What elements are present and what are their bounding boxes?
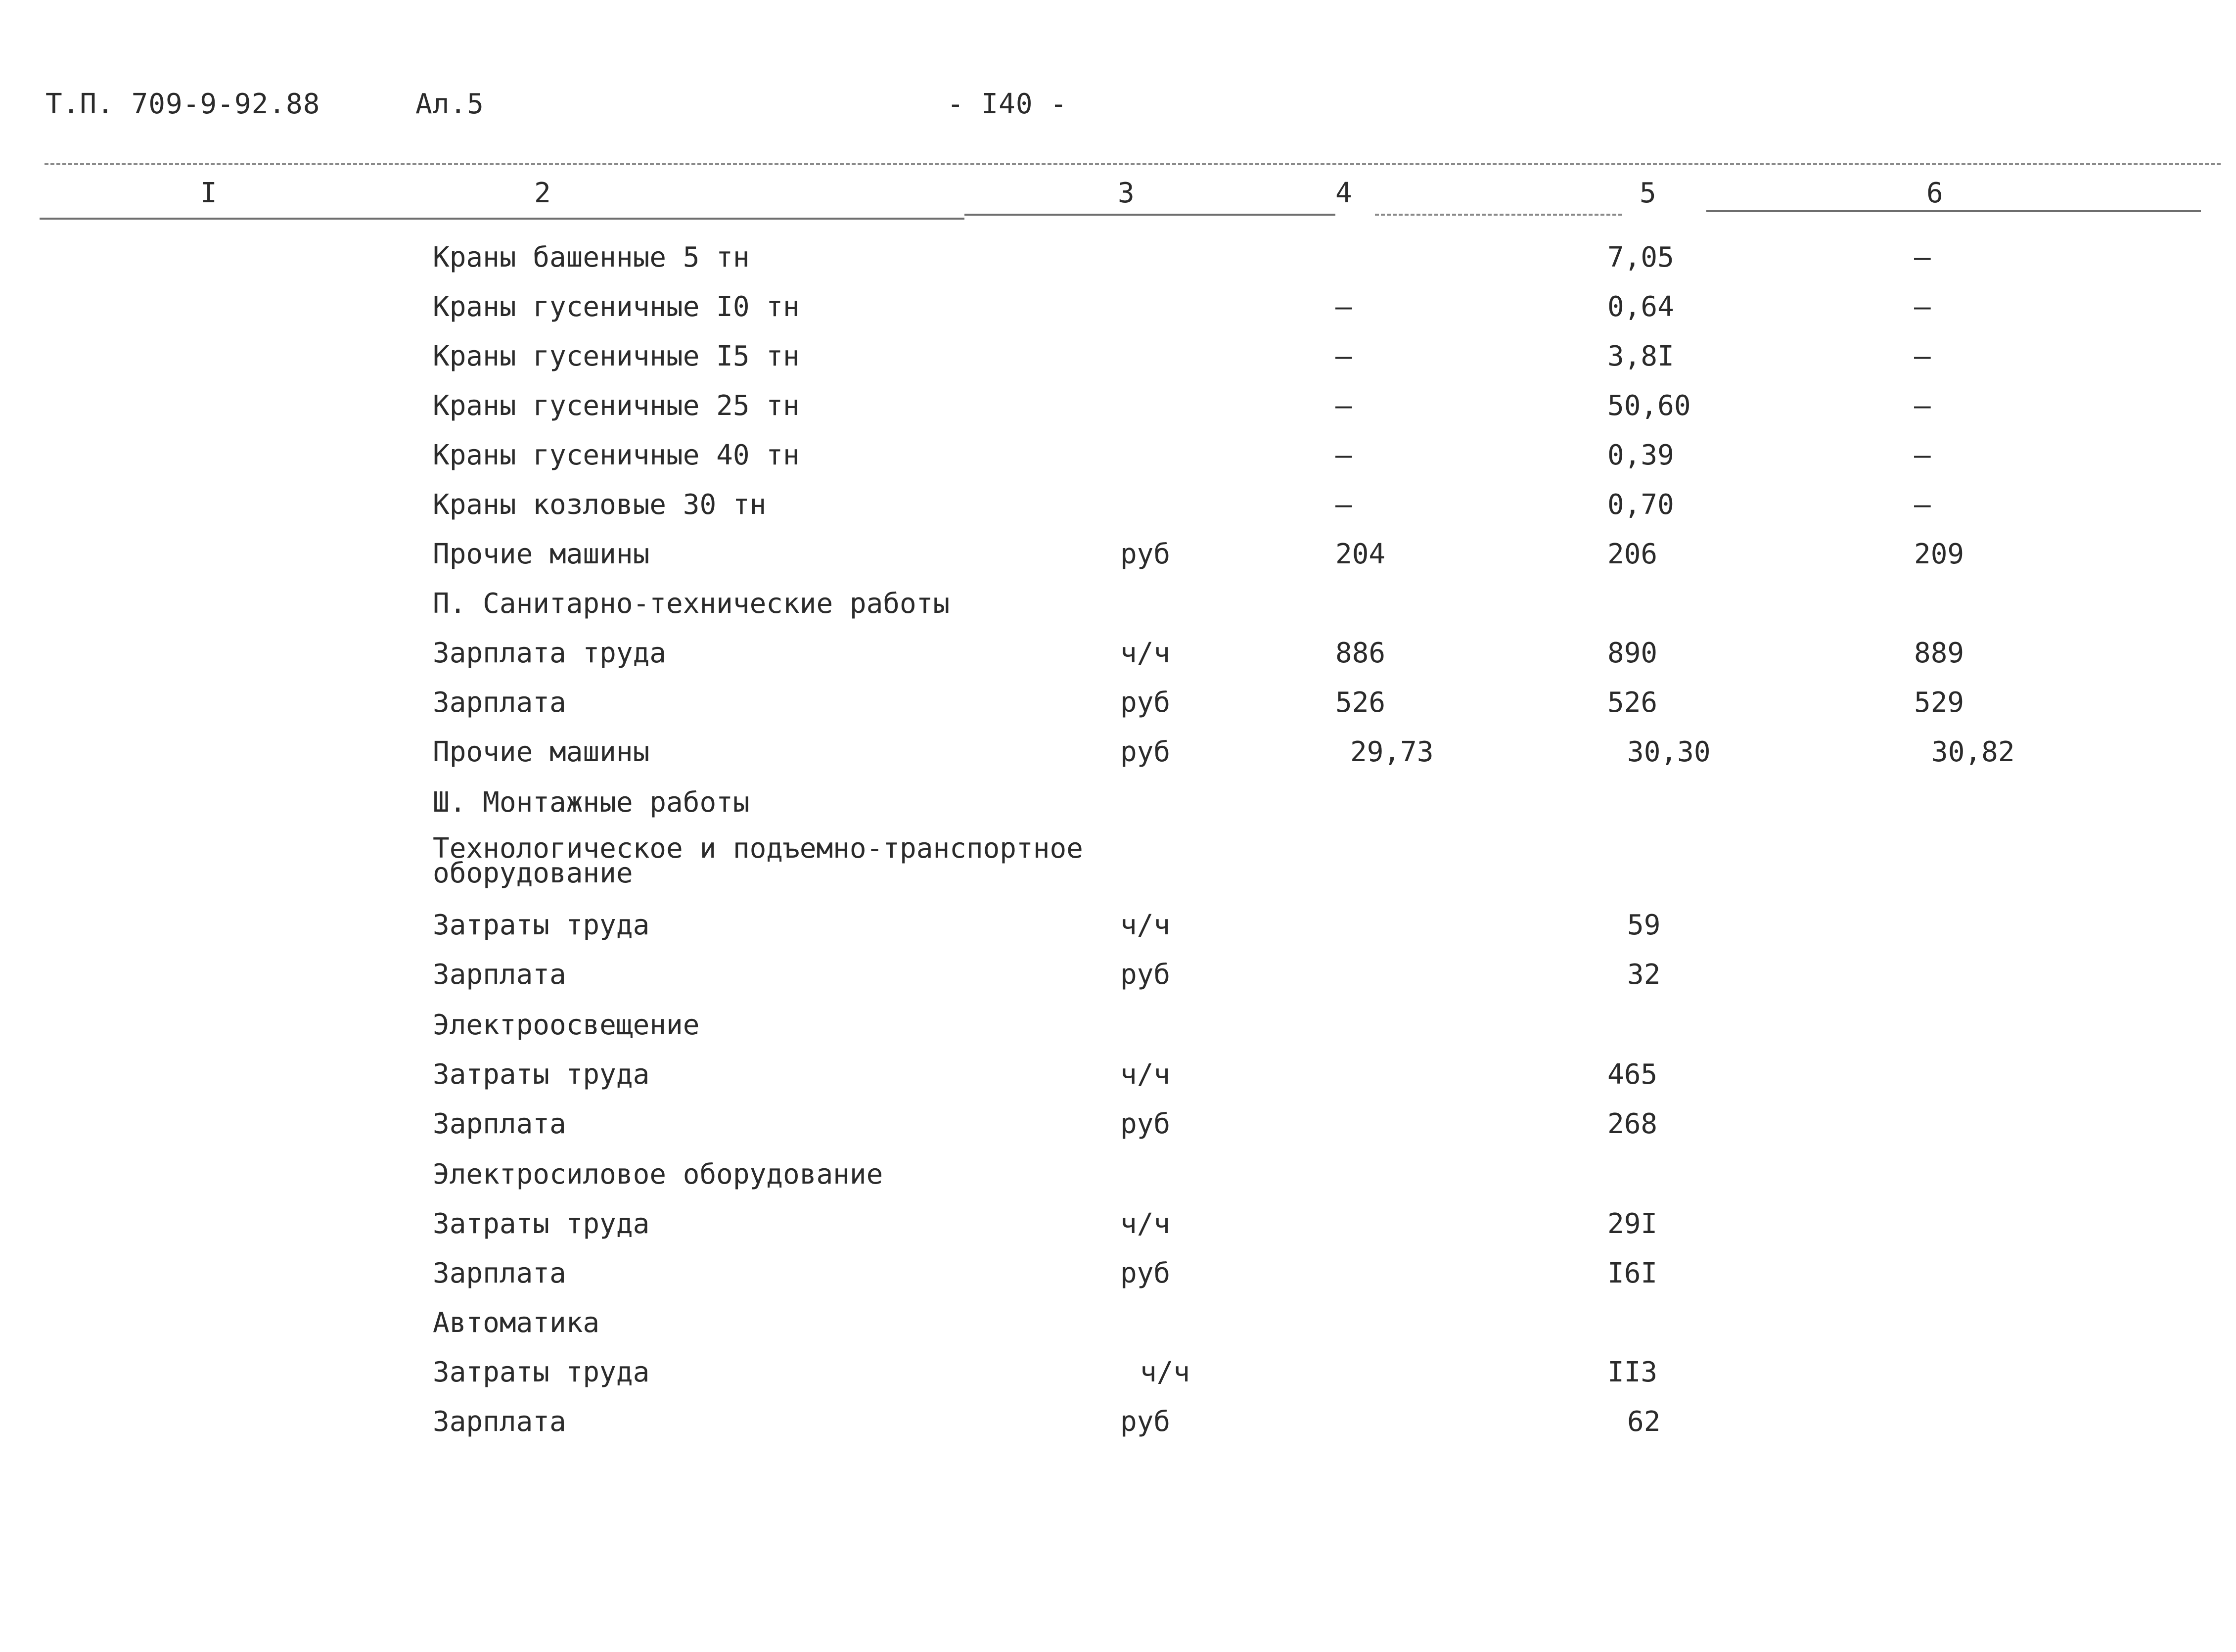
table-row: [0, 439, 2236, 484]
row-name-continued: оборудование: [433, 857, 633, 889]
row-unit: ч/ч: [1120, 909, 1171, 941]
row-unit: руб: [1120, 1257, 1171, 1289]
row-unit: ч/ч: [1120, 1208, 1171, 1240]
section-heading-row: [0, 786, 2236, 831]
column-number-6: 6: [1926, 177, 1943, 209]
row-col4: 886: [1335, 637, 1386, 669]
row-col6: –: [1914, 489, 1931, 521]
row-col5: II3: [1607, 1356, 1658, 1388]
row-col4: –: [1335, 390, 1352, 422]
row-col5: 890: [1607, 637, 1658, 669]
row-name: Зарплата: [433, 1406, 566, 1438]
row-col5: 268: [1607, 1108, 1658, 1140]
row-name: Краны гусеничные I0 тн: [433, 291, 800, 323]
table-row: [0, 241, 2236, 286]
section-heading-row: [0, 1009, 2236, 1054]
header-bottom-rule-2: [964, 214, 1335, 216]
row-col5: 62: [1627, 1406, 1661, 1438]
row-name: Краны гусеничные 40 тн: [433, 439, 800, 471]
row-col4: 29,73: [1350, 736, 1434, 768]
table-row: [0, 959, 2236, 1003]
column-number-3: 3: [1118, 177, 1135, 209]
table-row: [0, 909, 2236, 954]
row-col6: –: [1914, 390, 1931, 422]
column-number-4: 4: [1335, 177, 1352, 209]
row-name: Прочие машины: [433, 538, 650, 570]
section-heading: Электросиловое оборудование: [433, 1158, 883, 1191]
table-row: [0, 390, 2236, 434]
row-col5: I6I: [1607, 1257, 1658, 1289]
row-name: Краны козловые 30 тн: [433, 489, 767, 521]
section-heading: Электроосвещение: [433, 1009, 700, 1041]
row-name: Краны гусеничные I5 тн: [433, 340, 800, 372]
section-heading-row: [0, 588, 2236, 632]
document-code: Т.П. 709-9-92.88: [46, 88, 320, 120]
row-col4: 204: [1335, 538, 1386, 570]
row-col5: 0,70: [1607, 489, 1674, 521]
table-row: [0, 489, 2236, 533]
row-unit: ч/ч: [1120, 637, 1171, 669]
row-unit: ч/ч: [1120, 1058, 1171, 1091]
section-heading: Автоматика: [433, 1307, 600, 1339]
table-row: [0, 1208, 2236, 1252]
column-number-2: 2: [534, 177, 551, 209]
row-col6: 889: [1914, 637, 1964, 669]
row-col4: –: [1335, 340, 1352, 372]
row-unit: руб: [1120, 959, 1171, 991]
column-number-1: I: [200, 177, 217, 209]
column-number-5: 5: [1640, 177, 1656, 209]
row-name: Прочие машины: [433, 736, 650, 768]
row-col6: –: [1914, 241, 1931, 274]
row-name: Затраты труда: [433, 909, 650, 941]
row-col5: 0,64: [1607, 291, 1674, 323]
page-number: - I40 -: [947, 88, 1068, 120]
row-col5: 3,8I: [1607, 340, 1674, 372]
row-name: Зарплата труда: [433, 637, 667, 669]
row-unit: руб: [1120, 538, 1171, 570]
row-col5: 526: [1607, 687, 1658, 719]
table-row: [0, 1406, 2236, 1450]
row-col4: –: [1335, 439, 1352, 471]
row-name: Зарплата: [433, 687, 566, 719]
row-name: Краны башенные 5 тн: [433, 241, 750, 274]
row-unit: руб: [1120, 1406, 1171, 1438]
row-col4: –: [1335, 291, 1352, 323]
row-col5: 29I: [1607, 1208, 1658, 1240]
table-row: [0, 1356, 2236, 1401]
row-col6: –: [1914, 340, 1931, 372]
section-heading-row: [0, 1158, 2236, 1203]
row-col4: –: [1335, 489, 1352, 521]
row-col6: –: [1914, 291, 1931, 323]
row-name: Затраты труда: [433, 1208, 650, 1240]
row-name: Технологическое и подъемно-транспортное: [433, 832, 1083, 865]
row-unit: руб: [1120, 736, 1171, 768]
table-row: [0, 1058, 2236, 1103]
table-row: [0, 291, 2236, 335]
row-col5: 59: [1627, 909, 1661, 941]
table-row: [0, 637, 2236, 682]
row-unit: руб: [1120, 1108, 1171, 1140]
row-name: Зарплата: [433, 959, 566, 991]
sheet-label: Ал.5: [415, 88, 484, 120]
row-col5: 7,05: [1607, 241, 1674, 274]
header-bottom-rule-4: [1706, 210, 2201, 212]
row-col5: 50,60: [1607, 390, 1691, 422]
section-heading: П. Санитарно-технические работы: [433, 588, 950, 620]
header-bottom-rule-1: [40, 218, 964, 220]
row-name: Затраты труда: [433, 1356, 650, 1388]
table-row: [0, 1108, 2236, 1152]
row-col6: 529: [1914, 687, 1964, 719]
table-row: [0, 687, 2236, 731]
row-col5: 0,39: [1607, 439, 1674, 471]
row-name: Зарплата: [433, 1257, 566, 1289]
row-col5: 32: [1627, 959, 1661, 991]
section-heading: Ш. Монтажные работы: [433, 786, 750, 819]
table-row: [0, 538, 2236, 583]
row-col6: 30,82: [1931, 736, 2015, 768]
row-unit: ч/ч: [1140, 1356, 1190, 1388]
header-bottom-rule-3: [1375, 214, 1622, 216]
row-col6: –: [1914, 439, 1931, 471]
row-name: Краны гусеничные 25 тн: [433, 390, 800, 422]
row-col5: 206: [1607, 538, 1658, 570]
row-col4: 526: [1335, 687, 1386, 719]
table-row: [0, 832, 2236, 895]
table-top-rule: [45, 163, 2221, 165]
row-col5: 465: [1607, 1058, 1658, 1091]
table-row: [0, 1257, 2236, 1302]
table-row: [0, 736, 2236, 780]
row-col5: 30,30: [1627, 736, 1711, 768]
table-row: [0, 340, 2236, 385]
row-unit: руб: [1120, 687, 1171, 719]
row-name: Затраты труда: [433, 1058, 650, 1091]
row-name: Зарплата: [433, 1108, 566, 1140]
row-col6: 209: [1914, 538, 1964, 570]
section-heading-row: [0, 1307, 2236, 1351]
